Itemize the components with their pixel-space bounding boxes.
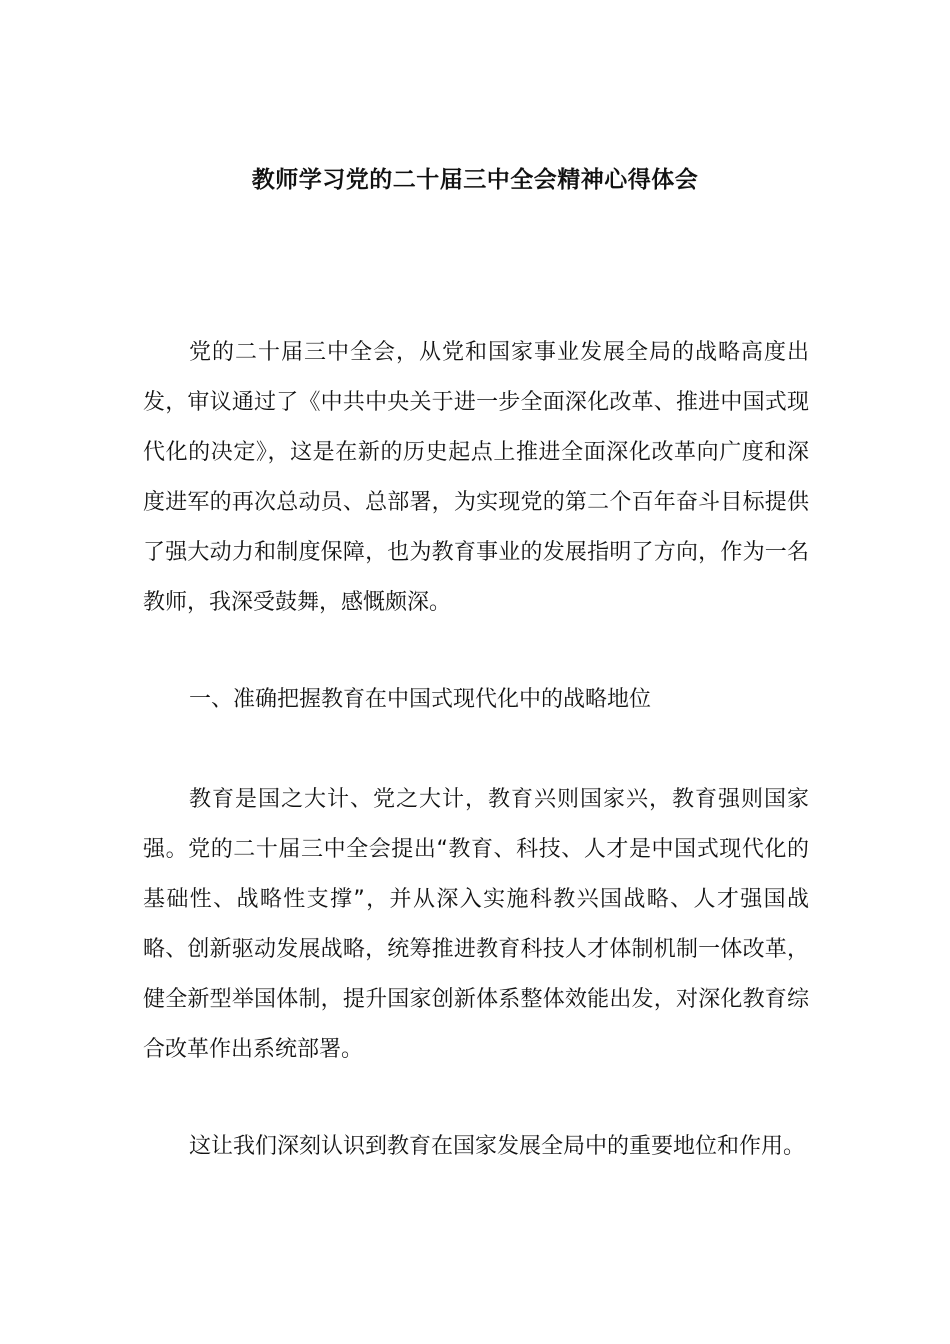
- section-heading: 一、准确把握教育在中国式现代化中的战略地位: [189, 687, 652, 712]
- document-title: 教师学习党的二十届三中全会精神心得体会: [251, 167, 699, 193]
- body-paragraph: 教育是国之大计、党之大计，教育兴则国家兴，教育强则国家强。党的二十届三中全会提出“教育、科技、人才是中国式现代化的基础性、战略性支撑”，并从深入实施科教兴国战略、人才强国战略、创新驱动发展战略，统筹推进教育科技人才体制机制一体改革，健全新型举国体制，提升国家创新体系整体效能出发，对深化教育综合改革作出系统部署。: [143, 787, 809, 1062]
- intro-paragraph: 党的二十届三中全会，从党和国家事业发展全局的战略高度出发，审议通过了《中共中央关于进一步全面深化改革、推进中国式现代化的决定》，这是在新的历史起点上推进全面深化改革向广度和深度进军的再次总动员、总部署，为实现党的第二个百年奋斗目标提供了强大动力和制度保障，也为教育事业的发展指明了方向，作为一名教师，我深受鼓舞，感慨颇深。: [143, 340, 809, 615]
- body-paragraph: 这让我们深刻认识到教育在国家发展全局中的重要地位和作用。: [189, 1134, 806, 1159]
